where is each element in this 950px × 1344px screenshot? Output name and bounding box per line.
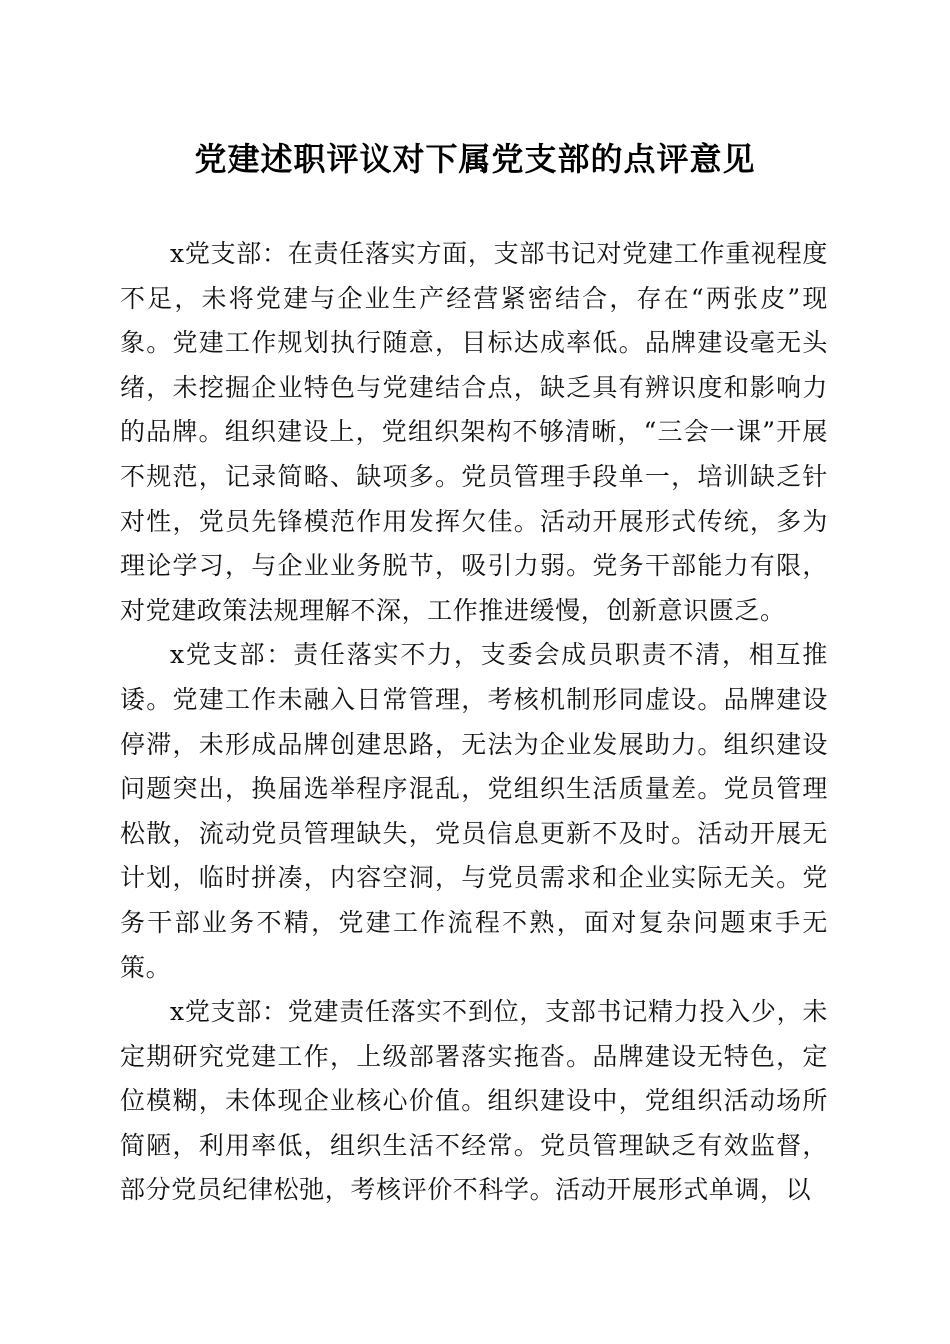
document-title: 党建述职评议对下属党支部的点评意见 [194,140,756,178]
paragraph: x党支部：责任落实不力，支委会成员职责不清，相互推诿。党建工作未融入日常管理，考核机制形同虚设。品牌建设停滞，未形成品牌创建思路，无法为企业发展助力。组织建设问题突出，换届选举程序混乱，党组织生活质量差。党员管理松散，流动党员管理缺失，党员信息更新不及时。活动开展无计划，临时拼凑，内容空洞，与党员需求和企业实际无关。党务干部业务不精，党建工作流程不熟，面对复杂问题束手无策。 [120,640,828,982]
paragraph: x党支部：在责任落实方面，支部书记对党建工作重视程度不足，未将党建与企业生产经营紧密结合，存在“两张皮”现象。党建工作规划执行随意，目标达成率低。品牌建设毫无头绪，未挖掘企业特色与党建结合点，缺乏具有辨识度和影响力的品牌。组织建设上，党组织架构不够清晰，“三会一课”开展不规范，记录简略、缺项多。党员管理手段单一，培训缺乏针对性，党员先锋模范作用发挥欠佳。活动开展形式传统，多为理论学习，与企业业务脱节，吸引力弱。党务干部能力有限，对党建政策法规理解不深，工作推进缓慢，创新意识匮乏。 [120,239,828,625]
paragraph: x党支部：党建责任落实不到位，支部书记精力投入少，未定期研究党建工作，上级部署落实拖沓。品牌建设无特色，定位模糊，未体现企业核心价值。组织建设中，党组织活动场所简陋，利用率低，组织生活不经常。党员管理缺乏有效监督，部分党员纪律松弛，考核评价不科学。活动开展形式单调，以 [120,997,828,1205]
document-body [120,232,828,1213]
